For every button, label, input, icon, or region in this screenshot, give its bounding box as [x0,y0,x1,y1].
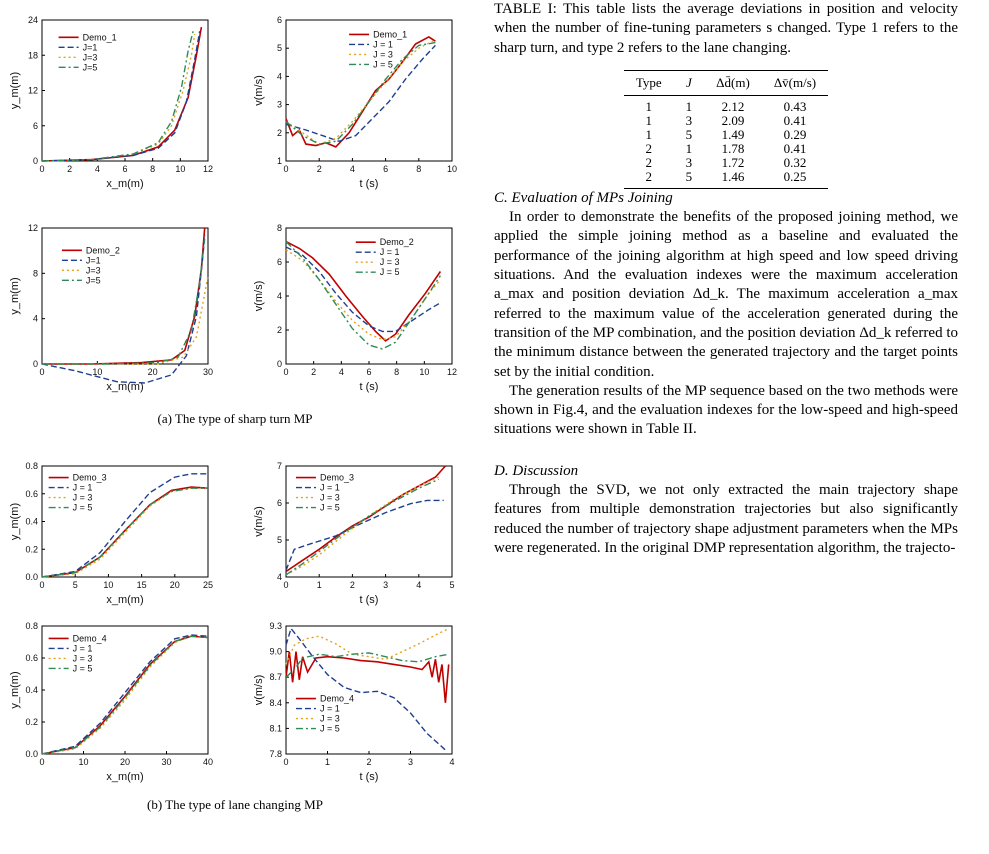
table-row [624,95,828,114]
series-line-demo [286,652,449,703]
series-line-j1 [286,45,435,141]
legend-label: J = 1 [72,643,93,654]
x-tick-label: 0 [283,164,289,174]
x-tick-label: 6 [383,164,389,174]
legend-label: J=3 [82,52,98,63]
legend-label: Demo_2 [85,245,120,256]
table-cell: 2.12 [721,98,745,114]
x-tick-label: 5 [72,580,78,590]
series-line-demo [42,27,201,161]
series-line-j5 [42,488,208,577]
x-tick-label: 25 [202,580,214,590]
legend-label: J = 3 [319,713,340,724]
x-tick-label: 8 [394,367,400,377]
section-c-heading: C. Evaluation of MPs Joining [494,189,673,206]
series-line-demo [286,242,440,341]
y-tick-label: 8.1 [269,723,282,734]
x-tick-label: 30 [202,367,214,377]
y-axis-label: v(m/s) [253,75,265,106]
x-tick-label: 0 [39,164,45,174]
y-tick-label: 8 [276,223,282,233]
x-tick-label: 0 [39,580,45,590]
table-caption: TABLE I: This table lists the average deviations in position and velocity when the number of fine-tuning parameters s changed. Type 1 refers to the sharp turn, and type 2 refers to the lane changing. [494,1,958,56]
x-tick-label: 1 [316,580,322,590]
x-tick-label: 0 [283,367,289,377]
legend-label: J = 3 [373,49,393,60]
legend-label: J = 5 [379,267,400,278]
series-line-j3 [286,477,439,575]
x-tick-label: 5 [449,580,455,590]
series-line-demo [42,487,208,577]
legend-label: Demo_1 [373,29,408,40]
series-line-j5 [42,31,193,161]
x-tick-label: 8 [150,164,156,174]
y-tick-label: 0.8 [25,461,38,471]
legend-label: J = 1 [373,39,393,50]
plot-frame [42,228,208,364]
table-header-row [624,70,828,95]
plot-frame [42,626,208,754]
plot-axes [277,15,457,174]
table-cell: 0.41 [783,112,807,128]
y-tick-label: 8 [32,268,38,279]
x-axis-label: t (s) [359,178,379,190]
x-tick-label: 4 [94,164,100,174]
series-line-j1 [286,247,440,331]
series-line-j5 [42,239,205,364]
table-cell: 1 [645,98,653,114]
table-cell: 2 [645,154,653,170]
y-tick-label: 4 [276,291,282,301]
legend-label: Demo_1 [82,32,117,43]
plot-frame [286,228,452,364]
x-tick-label: 20 [119,757,131,767]
series-line-j3 [42,488,208,577]
y-tick-label: 7 [276,461,282,471]
legend-label: J = 3 [319,492,340,503]
right-column [494,0,958,558]
table-cell: 2.09 [721,112,745,128]
y-axis-label: y_m(m) [9,502,21,541]
table-cell: 1.78 [721,140,745,156]
section-c-paragraph-1: In order to demonstrate the benefits of the proposed joining method, we applied the simple joining method as a baseline and evaluated the performance of the joining algorithm at high speed and low speed driving situations. And the evaluation indexes were the maximum acceleration a_max and position deviation Δd_k. The maximum acceleration a_max referred to the maximum value of the acceleration generated during the transition of the MP combination, and the position deviation Δd_k referred to the minimum distance between the generated trajectory and the target points set by the initial condition. [494,209,958,380]
legend-label: Demo_2 [379,237,414,248]
table-header: J [674,70,705,95]
y-tick-label: 8.7 [269,672,282,683]
legend-label: J = 5 [72,502,93,513]
figure-c-velocity [252,452,462,612]
figure-c-position [8,452,218,612]
table-cell: 0.29 [783,126,807,142]
x-tick-label: 15 [136,580,147,590]
y-tick-label: 2 [276,127,282,138]
section-c-paragraph-2: The generation results of the MP sequence based on the two methods were shown in Fig.4, and the evaluation indexes for the low-speed and high-speed situations were shown in Table II. [494,382,958,438]
x-tick-label: 2 [311,367,317,377]
legend-label: J = 3 [379,257,400,268]
section-d-paragraph-1: Through the SVD, we not only extracted the main trajectory shape features from multiple demonstration trajectories but also significantly reduced the number of trajectory shape adjustment parameters when the MPs were regenerated. In the original DMP representation algorithm, the trajecto- [494,482,958,556]
series-line-j5 [286,43,435,145]
series-line-j3 [286,250,440,340]
table-cell: 1 [645,126,653,142]
y-axis-label: y_m(m) [9,71,21,110]
x-axis-label: x_m(m) [106,771,144,783]
y-tick-label: 4 [32,313,38,324]
series-line-j3 [42,34,195,161]
y-tick-label: 12 [27,223,38,233]
legend-label: J=1 [82,42,98,53]
figure-b-velocity [252,214,462,399]
plot-axes [25,621,213,767]
table-row [624,170,828,189]
y-axis-label: v(m/s) [253,506,265,537]
legend-label: J = 3 [72,653,93,664]
plot-axes [28,15,213,174]
legend-label: J=5 [82,62,98,73]
y-axis-label: y_m(m) [9,277,21,315]
x-tick-label: 2 [349,580,355,590]
table-cell: 1 [645,112,653,128]
y-tick-label: 18 [27,50,38,61]
y-tick-label: 0.6 [25,653,38,663]
plot-axes [269,621,454,767]
series-line-j5 [286,242,440,349]
legend-label: Demo_4 [319,693,354,704]
x-tick-label: 0 [39,367,45,377]
plot-frame [286,466,452,577]
table-cell: 0.32 [783,154,807,170]
x-tick-label: 30 [161,757,172,767]
x-tick-label: 0 [39,757,45,767]
x-tick-label: 10 [446,164,458,174]
y-tick-label: 0.8 [25,621,38,631]
legend-label: Demo_4 [72,633,107,644]
series-line-j1 [286,629,447,752]
series-line-demo [286,466,445,572]
table-row [624,128,828,142]
y-tick-label: 0 [276,359,282,369]
y-tick-label: 1 [276,156,282,166]
figure-a-velocity [252,6,462,196]
x-tick-label: 12 [202,164,214,174]
x-tick-label: 0 [283,580,289,590]
legend-label: J=3 [85,265,101,276]
x-axis-label: t (s) [359,594,379,606]
y-tick-label: 6 [276,15,282,25]
y-axis-label: y_m(m) [9,671,21,709]
y-tick-label: 4 [276,71,282,82]
figure-b-position [8,214,218,399]
x-tick-label: 20 [147,367,158,377]
y-tick-label: 9.0 [269,646,282,657]
x-tick-label: 20 [169,580,180,590]
table-1 [624,70,828,189]
y-tick-label: 0.0 [25,572,38,582]
y-tick-label: 12 [27,85,38,96]
y-tick-label: 0.4 [25,685,38,695]
table-cell: 0.41 [783,140,807,156]
x-axis-label: t (s) [359,381,379,393]
x-tick-label: 6 [122,164,128,174]
series-line-j5 [286,479,439,575]
legend-label: J=5 [85,275,101,286]
y-tick-label: 2 [276,325,282,335]
x-axis-label: x_m(m) [106,381,144,393]
x-axis-label: t (s) [359,771,379,783]
y-tick-label: 5 [276,535,282,545]
legend-label: J=1 [85,255,101,266]
y-axis-label: v(m/s) [253,280,265,312]
y-tick-label: 3 [276,99,282,110]
y-tick-label: 6 [32,120,38,131]
y-tick-label: 0.2 [25,717,38,727]
table-cell: 0.25 [762,170,828,189]
series-line-j3 [286,40,435,144]
table-header: Δv̄(m/s) [762,70,828,95]
table-row [624,142,828,156]
y-tick-label: 5 [276,43,282,54]
y-tick-label: 0.4 [25,516,38,527]
x-tick-label: 10 [419,367,430,377]
legend-label: J = 1 [319,703,340,714]
y-tick-label: 8.4 [269,697,282,708]
section-d-heading: D. Discussion [494,462,579,479]
x-tick-label: 40 [202,757,214,767]
plot-frame [42,20,208,161]
legend-label: J = 5 [319,723,340,734]
table-header: Δd̄(m) [704,70,762,95]
x-tick-label: 4 [349,164,355,174]
table-cell: 1 [685,98,693,114]
y-tick-label: 0 [32,359,38,369]
series-line-j3 [286,629,449,665]
table-header: Type [624,70,674,95]
x-tick-label: 0 [283,757,289,767]
x-tick-label: 8 [416,164,422,174]
series-line-j1 [42,31,200,161]
x-tick-label: 3 [383,580,389,590]
figure-a-position [8,6,218,196]
x-axis-label: x_m(m) [106,594,144,606]
x-tick-label: 1 [324,757,331,767]
table-row [624,114,828,128]
y-tick-label: 6 [276,498,282,508]
figure-d-velocity [252,612,462,789]
plot-axes [25,461,213,590]
x-tick-label: 6 [366,367,372,377]
table-cell: 1.49 [721,126,745,142]
caption-a: (a) The type of sharp turn MP [157,411,313,426]
x-tick-label: 10 [78,757,89,767]
legend-label: J = 5 [319,502,340,513]
x-tick-label: 12 [446,367,458,377]
y-tick-label: 4 [276,572,282,582]
y-tick-label: 0.2 [25,544,38,555]
y-tick-label: 0 [32,156,38,166]
y-tick-label: 9.3 [269,621,282,631]
x-tick-label: 10 [175,164,186,174]
y-tick-label: 0.6 [25,488,38,499]
x-tick-label: 3 [407,757,414,767]
plot-axes [277,223,457,377]
y-axis-label: v(m/s) [253,674,265,706]
table-cell: 2 [624,170,674,189]
series-line-demo [42,636,208,754]
caption-b: (b) The type of lane changing MP [147,797,323,812]
x-tick-label: 4 [416,580,422,590]
x-tick-label: 4 [338,367,344,377]
x-tick-label: 2 [366,757,372,767]
table-cell: 5 [674,170,705,189]
x-tick-label: 10 [103,580,114,590]
table-row [624,156,828,170]
legend-label: J = 5 [373,59,393,70]
x-axis-label: x_m(m) [106,178,144,190]
table-cell: 3 [685,154,693,170]
y-tick-label: 6 [276,257,282,267]
legend-label: J = 3 [72,492,93,503]
x-tick-label: 2 [67,164,73,174]
series-line-j1 [42,635,208,754]
legend-label: J = 1 [379,247,400,258]
plot-frame [286,626,452,754]
series-line-j1 [42,235,205,383]
x-tick-label: 10 [92,367,103,377]
table-cell: 1.46 [704,170,762,189]
figure-d-position [8,612,218,789]
series-line-j1 [286,500,444,570]
legend-label: J = 1 [319,482,340,493]
legend-label: Demo_3 [72,472,107,483]
table-cell: 2 [645,140,653,156]
table-cell: 1 [685,140,693,156]
legend-label: Demo_3 [319,472,354,483]
y-tick-label: 0.0 [25,749,38,759]
x-tick-label: 4 [449,757,455,767]
series-line-demo [42,228,205,364]
table-cell: 0.43 [783,98,807,114]
legend-label: J = 5 [72,663,93,674]
table-cell: 1.72 [721,154,745,170]
x-tick-label: 2 [316,164,322,174]
table-cell: 5 [685,126,693,142]
y-tick-label: 24 [27,15,38,25]
legend-label: J = 1 [72,482,93,493]
table-cell: 3 [685,112,693,128]
y-tick-label: 7.8 [269,749,282,759]
